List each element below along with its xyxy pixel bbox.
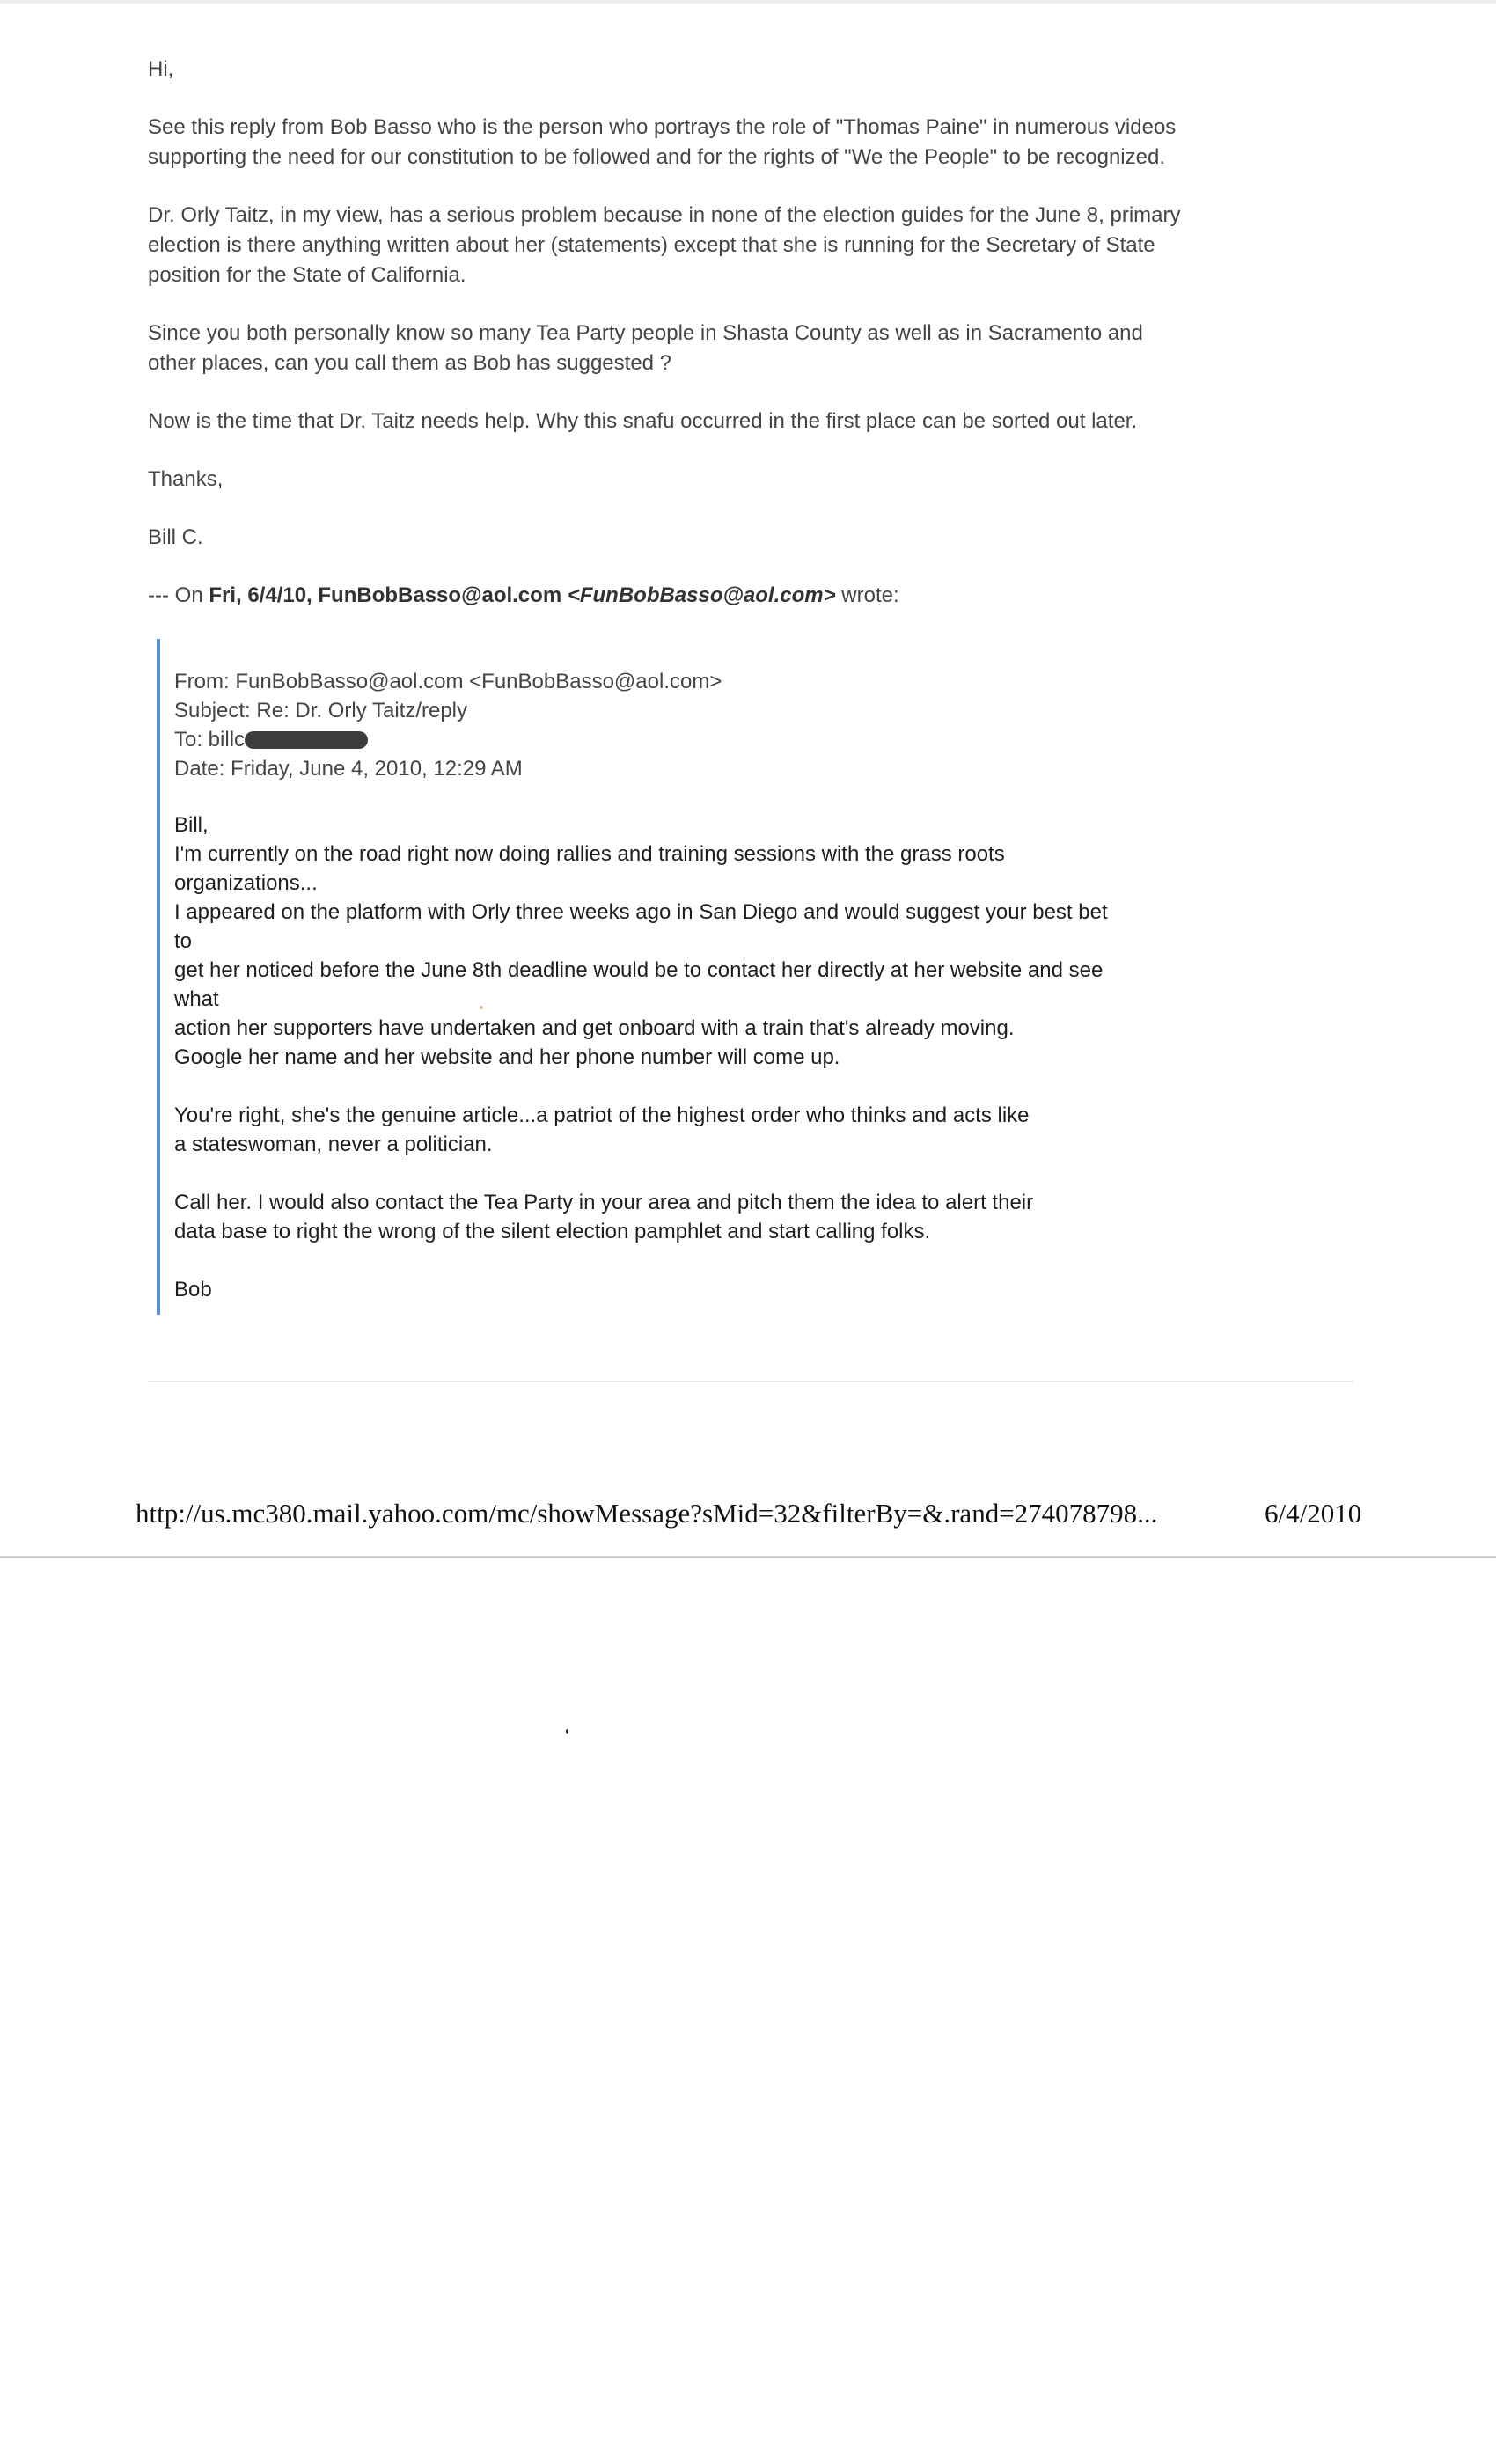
body-paragraph: Since you both personally know so many Tea Party people in Shasta County as well as in Sacramento and other places, can you call them as Bob has suggested ?: [148, 321, 1143, 375]
quoted-line: Call her. I would also contact the Tea Party in your area and pitch them the idea to alert their: [174, 1191, 1034, 1214]
spacer: [174, 1246, 1283, 1275]
attribution-email: <FunBobBasso@aol.com>: [567, 583, 836, 607]
quoted-line: to: [174, 929, 193, 953]
quoted-line: organizations...: [174, 871, 318, 895]
subject-header: Subject: Re: Dr. Orly Taitz/reply: [174, 699, 467, 722]
salutation: Bill,: [174, 813, 209, 837]
email-body: [148, 55, 1380, 611]
quote-attribution: [148, 581, 1380, 611]
redaction-mark: [245, 731, 368, 749]
attribution-sender: Fri, 6/4/10, FunBobBasso@aol.com: [209, 583, 568, 607]
footer-date: 6/4/2010: [1265, 1498, 1362, 1529]
quoted-line: action her supporters have undertaken and get onboard with a train that's already moving.: [174, 1016, 1015, 1040]
page-edge: [0, 0, 1496, 4]
quoted-line: I'm currently on the road right now doing rallies and training sessions with the grass roots: [174, 842, 1005, 866]
quoted-line: You're right, she's the genuine article...a patriot of the highest order who thinks and acts like: [174, 1104, 1030, 1127]
body-paragraph: See this reply from Bob Basso who is the person who portrays the role of "Thomas Paine" in numerous videos supporting the need for our constitution to be followed and for the rights of "We the People" to be recognized.: [148, 115, 1177, 169]
print-footer: [136, 1498, 1368, 1529]
attribution-suffix: wrote:: [835, 583, 899, 607]
scan-speck: [566, 1729, 568, 1734]
greeting: Hi,: [148, 57, 174, 81]
attribution-prefix: --- On: [148, 583, 209, 607]
footer-url: http://us.mc380.mail.yahoo.com/mc/showMessage?sMid=32&filterBy=&.rand=274078798...: [136, 1498, 1158, 1529]
quoted-signoff: Bob: [174, 1278, 212, 1302]
quoted-message-content: [174, 667, 1283, 1304]
body-paragraph: Dr. Orly Taitz, in my view, has a serious problem because in none of the election guides for the June 8, primary election is there anything written about her (statements) except that she is running for the Secretary of State position for the State of California.: [148, 203, 1181, 287]
signature: Bill C.: [148, 525, 203, 549]
page-bottom-edge: [0, 1556, 1496, 1558]
body-paragraph: Now is the time that Dr. Taitz needs help. Why this snafu occurred in the first place can be sorted out later.: [148, 409, 1138, 433]
from-header: From: FunBobBasso@aol.com <FunBobBasso@aol.com>: [174, 670, 722, 693]
to-header-text: To: billc: [174, 728, 246, 752]
date-header: Date: Friday, June 4, 2010, 12:29 AM: [174, 757, 523, 781]
quoted-line: a stateswoman, never a politician.: [174, 1133, 493, 1156]
spacer: [174, 1072, 1283, 1101]
quoted-line: Google her name and her website and her phone number will come up.: [174, 1045, 840, 1069]
closing: Thanks,: [148, 467, 224, 491]
to-header: [174, 725, 1283, 754]
quoted-line: get her noticed before the June 8th deadline would be to contact her directly at her website and see: [174, 958, 1104, 982]
quoted-message: [157, 639, 1295, 1315]
spacer: [174, 783, 1283, 810]
quoted-line: what: [174, 987, 219, 1011]
divider: [148, 1381, 1353, 1382]
quoted-line: I appeared on the platform with Orly three weeks ago in San Diego and would suggest your best bet: [174, 900, 1108, 924]
spacer: [174, 1159, 1283, 1188]
quoted-line: data base to right the wrong of the silent election pamphlet and start calling folks.: [174, 1220, 931, 1243]
scan-speck: [480, 1006, 483, 1009]
